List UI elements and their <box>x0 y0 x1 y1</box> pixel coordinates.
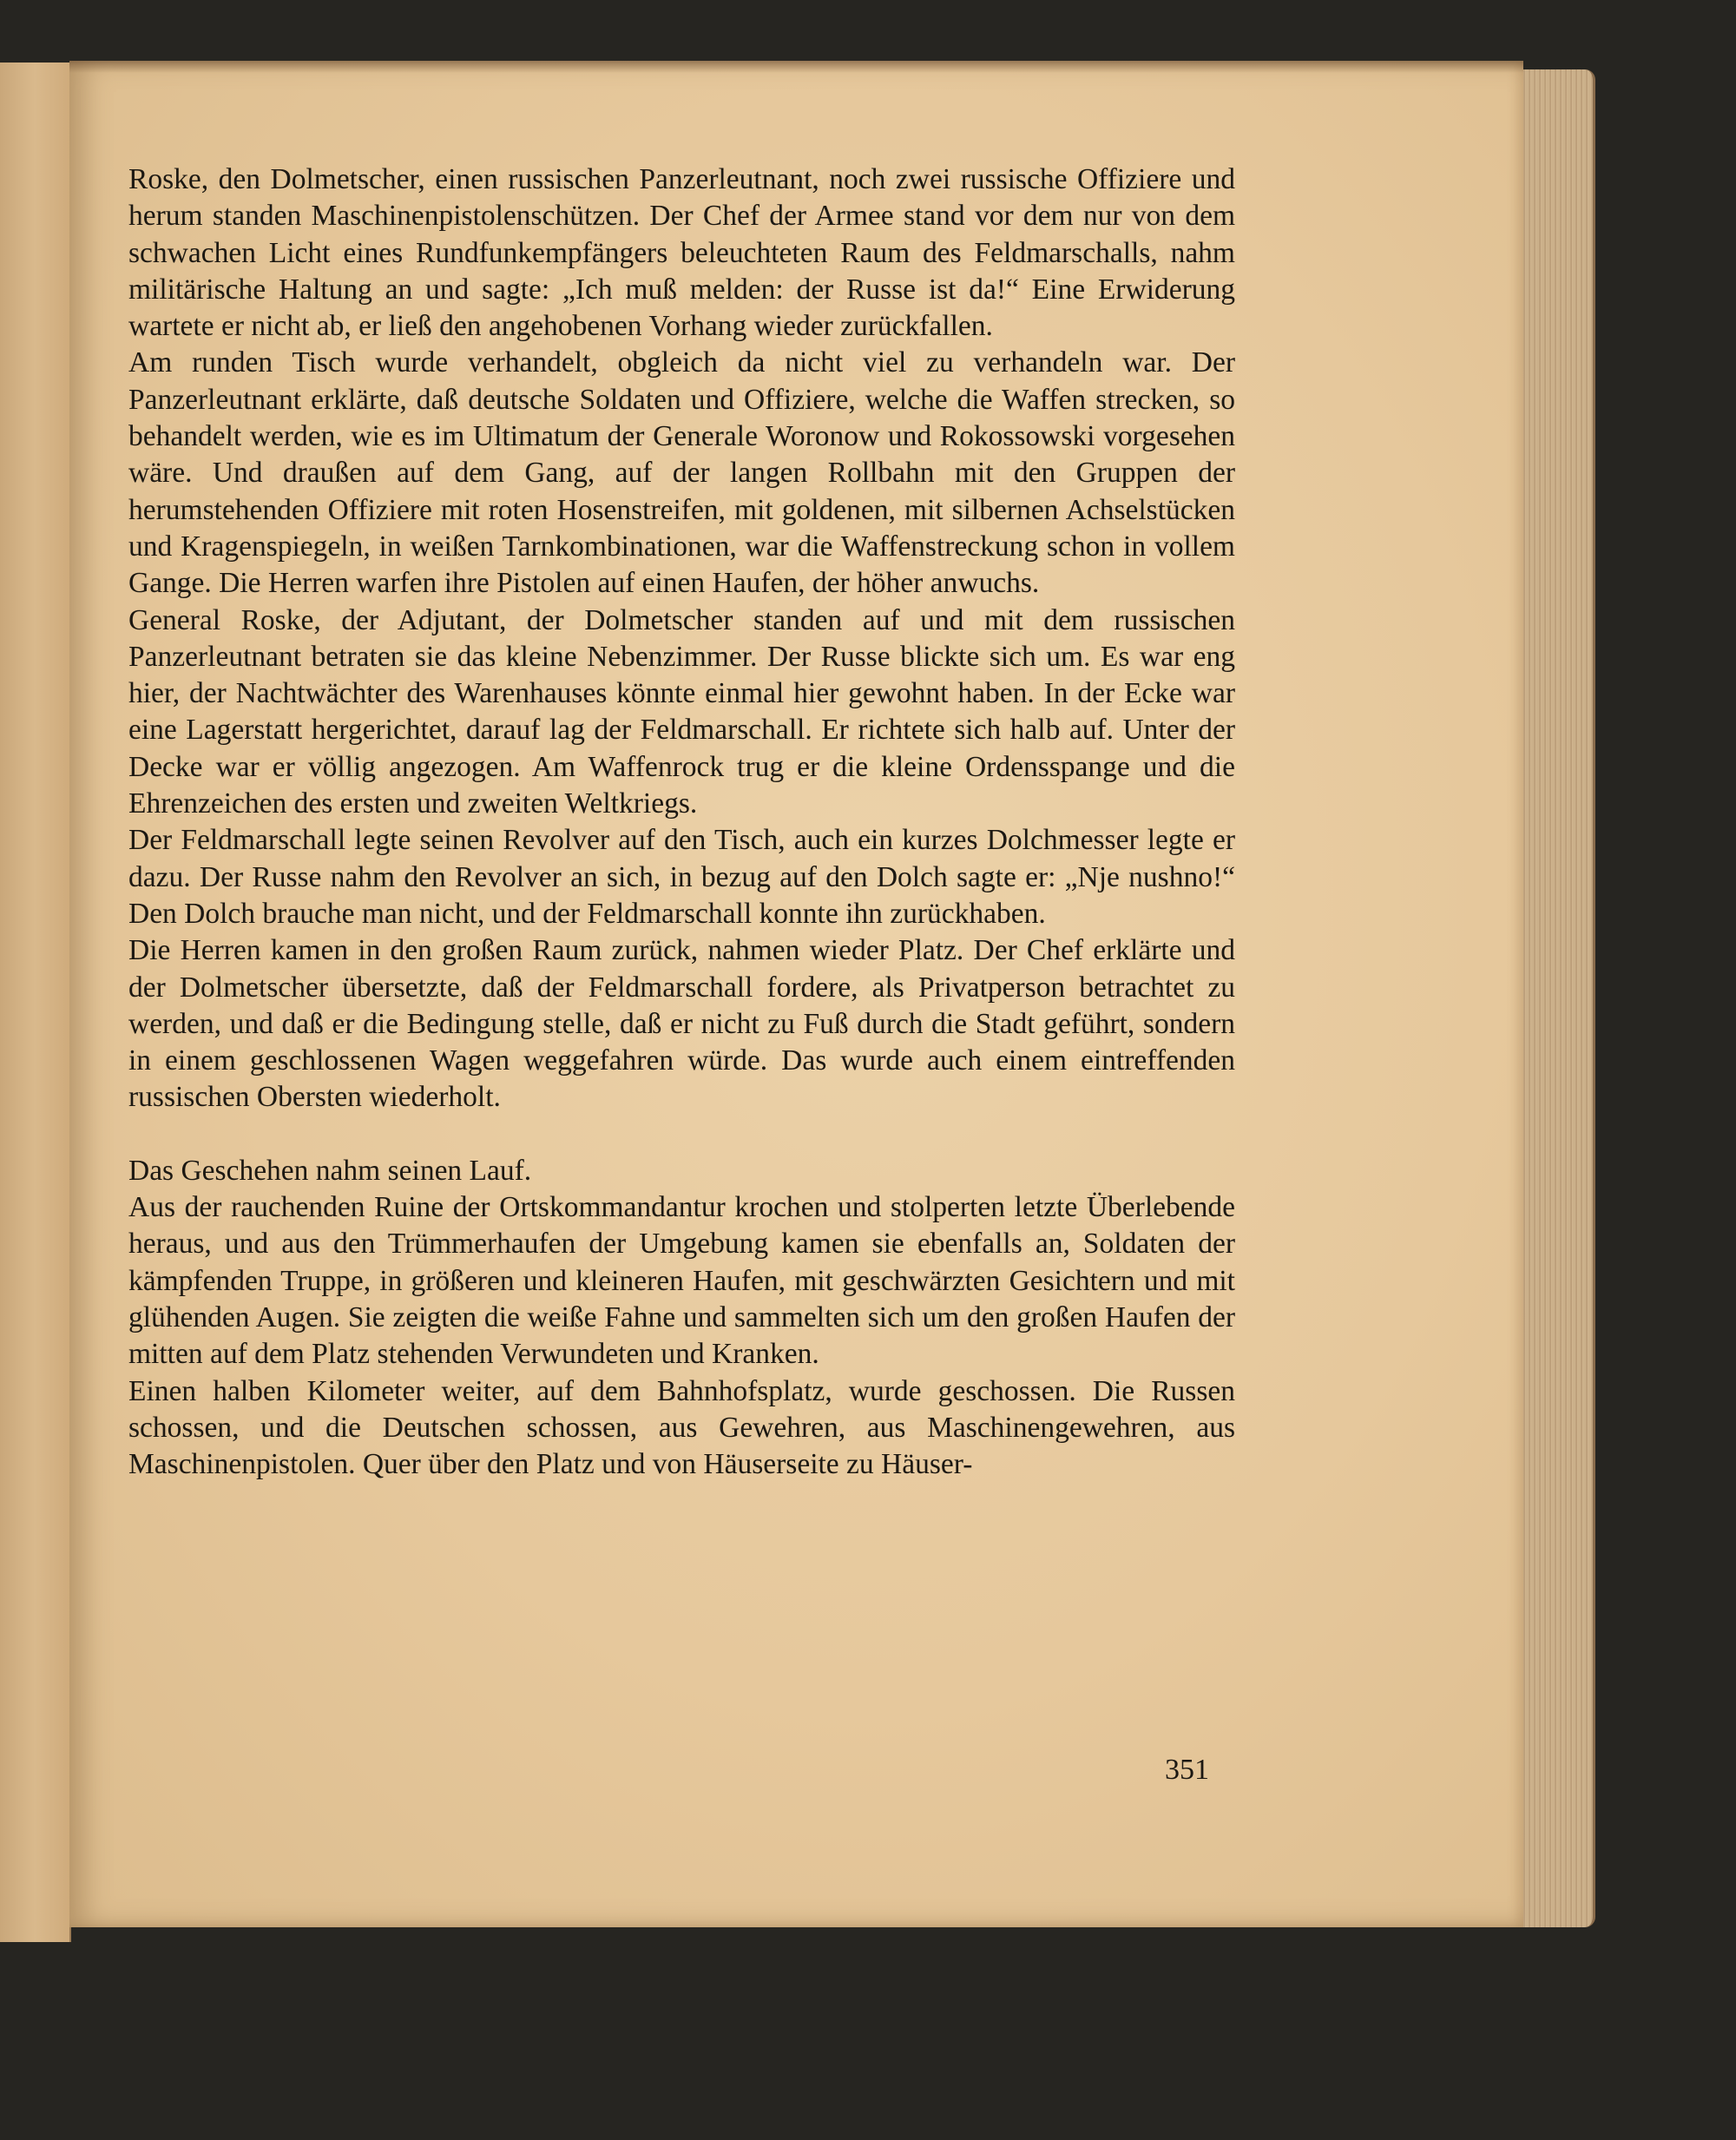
paragraph: Einen halben Kilometer weiter, auf dem Bahnhofsplatz, wurde geschossen. Die Russen schossen, und die Deutschen schossen, aus Gewehren, aus Maschinengewehren, aus Maschinenpistolen. Quer über den Platz und von Häuserseite zu Häuser- <box>128 1374 1235 1481</box>
paragraph: Aus der rauchenden Ruine der Ortskommandantur krochen und stolperten letzte Überlebende heraus, und aus den Trümmerhaufen der Umgebung kamen sie ebenfalls an, Soldaten der kämpfenden Truppe, in größeren und kleineren Haufen, mit geschwärzten Gesichtern und mit glühenden Augen. Sie zeigten die weiße Fahne und sammelten sich um den großen Haufen der mitten auf dem Platz stehenden Verwundeten und Kranken. <box>128 1191 1235 1371</box>
paragraph: Der Feldmarschall legte seinen Revolver auf den Tisch, auch ein kurzes Dolchmesser legte er dazu. Der Russe nahm den Revolver an sich, in bezug auf den Dolch sagte er: „Nje nushno!“ Den Dolch brauche man nicht, und der Feldmarschall konnte ihn zurückhaben. <box>128 824 1235 930</box>
facing-page-edge <box>0 63 71 1942</box>
section-break <box>128 1116 1235 1153</box>
paragraph: General Roske, der Adjutant, der Dolmetscher standen auf und mit dem russischen Panzerleutnant betraten sie das kleine Nebenzimmer. Der Russe blickte sich um. Es war eng hier, der Nachtwächter des Warenhauses könnte einmal hier gewohnt haben. In der Ecke war eine Lagerstatt hergerichtet, darauf lag der Feldmarschall. Er richtete sich halb auf. Unter der Decke war er völlig angezogen. Am Waffenrock trug er die kleine Ordensspange und die Ehrenzeichen des ersten und zweiten Weltkriegs. <box>128 603 1235 820</box>
paragraph: Die Herren kamen in den großen Raum zurück, nahmen wieder Platz. Der Chef erklärte und der Dolmetscher übersetzte, daß der Feldmarschall fordere, als Privatperson betrachtet zu werden, und daß er die Bedingung stelle, daß er nicht zu Fuß durch die Stadt geführt, sondern in einem geschlossenen Wagen weggefahren würde. Das wurde auch einem eintreffenden russischen Obersten wiederholt. <box>128 934 1235 1114</box>
paragraph: Am runden Tisch wurde verhandelt, obgleich da nicht viel zu verhandeln war. Der Panzerleutnant erklärte, daß deutsche Soldaten und Offiziere, welche die Waffen strecken, so behandelt werden, wie es im Ultimatum der Generale Woronow und Rokossowski vorgesehen wäre. Und draußen auf dem Gang, auf der langen Rollbahn mit den Gruppen der herumstehenden Offiziere mit roten Hosenstreifen, mit goldenen, mit silbernen Achselstücken und Kragenspiegeln, in weißen Tarnkombinationen, war die Waffenstreckung schon in vollem Gange. Die Herren warfen ihre Pistolen auf einen Haufen, der höher anwuchs. <box>128 346 1235 600</box>
page-shadow <box>69 61 1523 73</box>
paragraph: Roske, den Dolmetscher, einen russischen Panzerleutnant, noch zwei russische Offiziere und herum standen Maschinenpistolenschützen. Der Chef der Armee stand vor dem nur von dem schwachen Licht eines Rundfunkempfängers beleuchteten Raum des Feldmarschalls, nahm militärische Haltung an und sagte: „Ich muß melden: der Russe ist da!“ Eine Erwiderung wartete er nicht ab, er ließ den angehobenen Vorhang wieder zurückfallen. <box>128 163 1235 343</box>
page-number: 351 <box>1165 1754 1209 1786</box>
page-text-block <box>128 161 1235 1483</box>
paragraph: Das Geschehen nahm seinen Lauf. <box>128 1154 532 1187</box>
